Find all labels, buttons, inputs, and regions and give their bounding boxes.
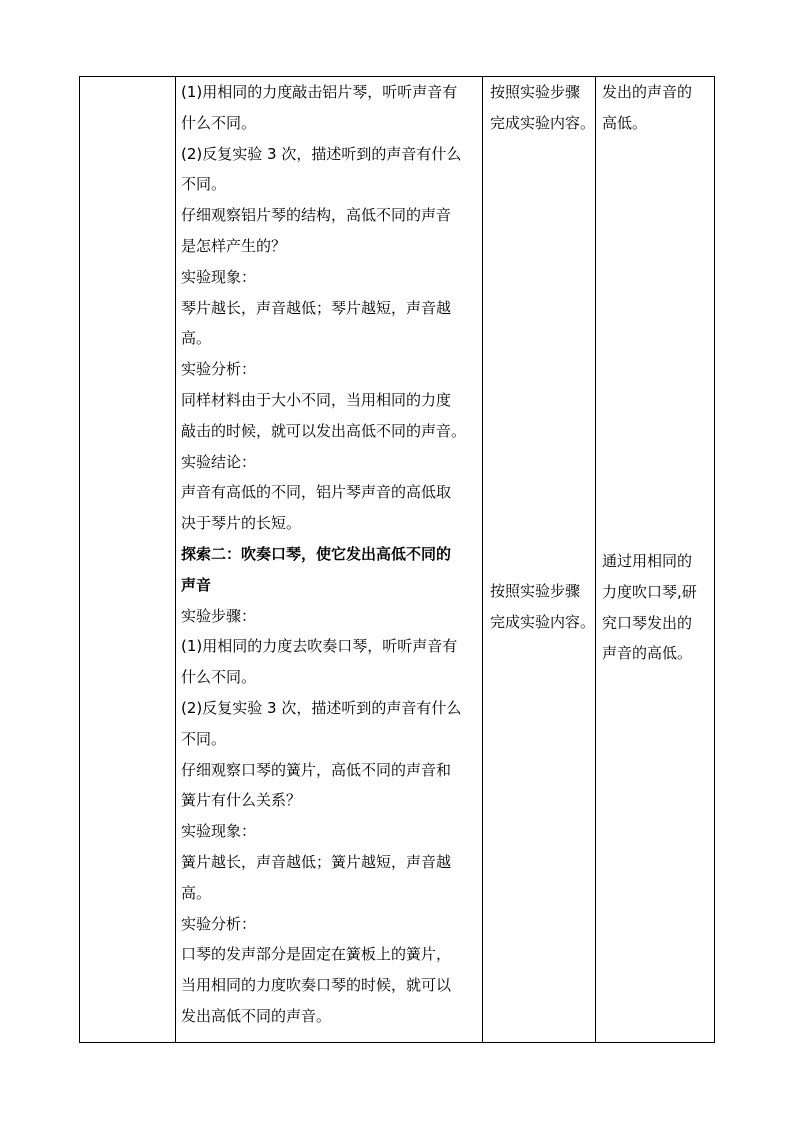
column-divider-3 bbox=[595, 76, 596, 1043]
design-intent-block-2 bbox=[602, 546, 697, 669]
text-line: 同样材料由于大小不同，当用相同的力度 bbox=[181, 390, 452, 409]
text-line: 口琴的发声部分是固定在簧板上的簧片， bbox=[181, 945, 452, 964]
text-line: 按照实验步骤 bbox=[490, 582, 581, 600]
table-right-border bbox=[714, 76, 715, 1043]
text-line: (2)反复实验 3 次，描述听到的声音有什么 bbox=[181, 698, 462, 717]
text-line: 究口琴发出的 bbox=[602, 613, 693, 632]
section-label: 实验现象： bbox=[181, 267, 257, 286]
text-line: 发出高低不同的声音。 bbox=[181, 1006, 332, 1025]
text-line: 力度吹口琴,研 bbox=[602, 582, 697, 601]
text-line: 决于琴片的长短。 bbox=[181, 514, 302, 533]
section-label: 实验分析： bbox=[181, 914, 257, 933]
text-line: 按照实验步骤 bbox=[490, 83, 581, 101]
text-line: 簧片有什么关系？ bbox=[181, 791, 302, 810]
text-line: 仔细观察口琴的簧片，高低不同的声音和 bbox=[181, 760, 452, 779]
text-line: 簧片越长，声音越低；簧片越短，声音越 bbox=[181, 852, 452, 871]
text-line: 什么不同。 bbox=[181, 668, 257, 687]
text-line: (2)反复实验 3 次，描述听到的声音有什么 bbox=[181, 144, 462, 163]
design-intent-block-1 bbox=[602, 77, 692, 139]
student-activity-block-2 bbox=[490, 576, 595, 638]
text-line: 声音有高低的不同，铝片琴声音的高低取 bbox=[181, 483, 452, 502]
text-line: 高。 bbox=[181, 329, 212, 348]
text-line: 完成实验内容。 bbox=[490, 113, 596, 132]
text-line: 是怎样产生的？ bbox=[181, 236, 287, 255]
text-line: 声音的高低。 bbox=[602, 644, 693, 663]
text-line: 完成实验内容。 bbox=[490, 612, 596, 631]
text-line: 发出的声音的 bbox=[602, 83, 693, 101]
text-line: 通过用相同的 bbox=[602, 552, 693, 570]
section-label: 实验现象： bbox=[181, 822, 257, 841]
student-activity-block-1 bbox=[490, 77, 595, 139]
text-line: (1)用相同的力度敲击铝片琴，听听声音有 bbox=[181, 83, 458, 101]
text-line: 仔细观察铝片琴的结构，高低不同的声音 bbox=[181, 206, 452, 225]
exploration-heading: 探索二：吹奏口琴，使它发出高低不同的 bbox=[181, 544, 452, 563]
table-left-border bbox=[79, 76, 80, 1043]
text-line: 琴片越长，声音越低；琴片越短，声音越 bbox=[181, 298, 452, 317]
section-label: 实验结论： bbox=[181, 452, 257, 471]
text-line: 高低。 bbox=[602, 113, 648, 132]
text-line: (1)用相同的力度去吹奏口琴，听听声音有 bbox=[181, 637, 458, 656]
exploration-heading: 声音 bbox=[181, 575, 212, 594]
text-line: 不同。 bbox=[181, 729, 227, 748]
section-label: 实验分析： bbox=[181, 360, 257, 379]
teaching-process-column bbox=[181, 77, 466, 1032]
text-line: 敲击的时候，就可以发出高低不同的声音。 bbox=[181, 421, 467, 440]
text-line: 高。 bbox=[181, 883, 212, 902]
text-line: 什么不同。 bbox=[181, 113, 257, 132]
text-line: 不同。 bbox=[181, 175, 227, 194]
column-divider-1 bbox=[175, 76, 176, 1043]
column-divider-2 bbox=[482, 76, 483, 1043]
text-line: 当用相同的力度吹奏口琴的时候，就可以 bbox=[181, 976, 452, 995]
section-label: 实验步骤： bbox=[181, 606, 257, 625]
